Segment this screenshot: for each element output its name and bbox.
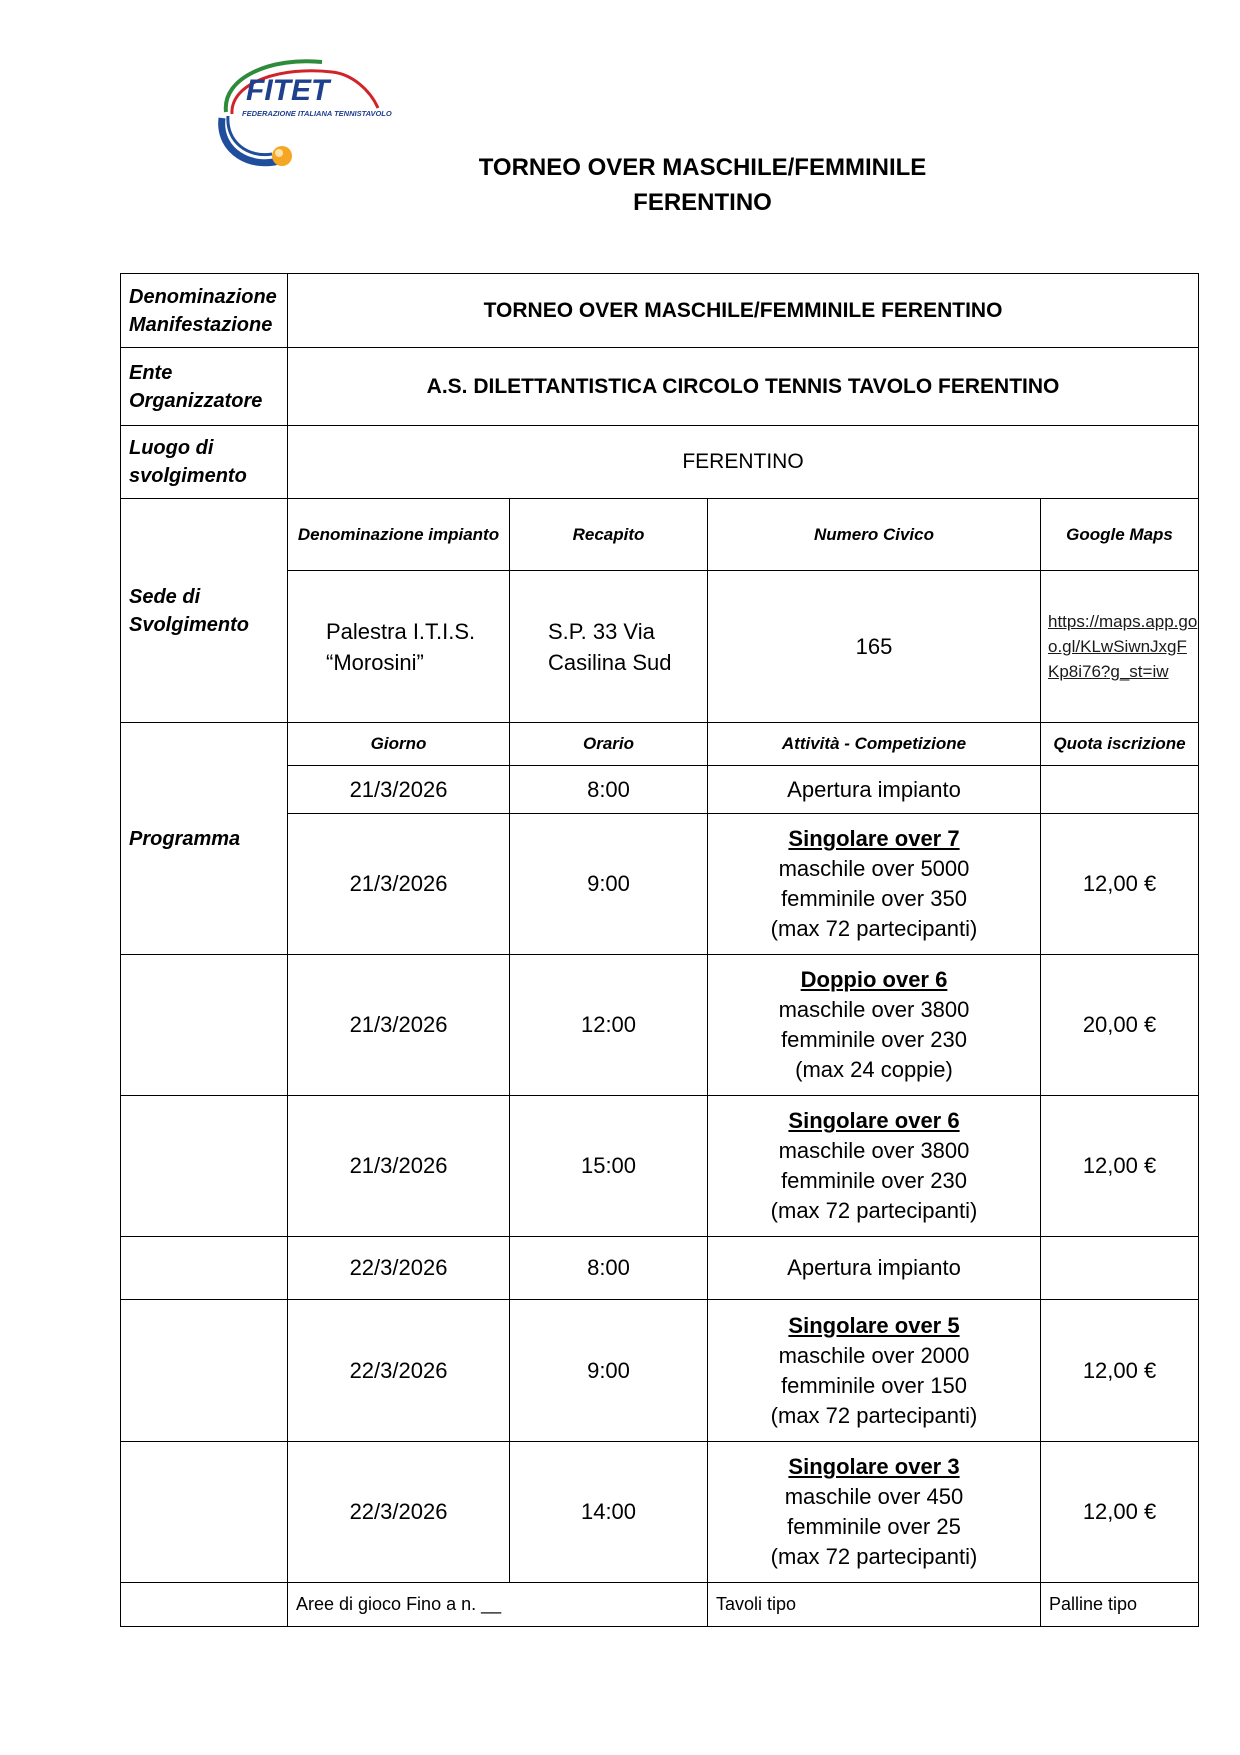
- giorno-cell: 21/3/2026: [288, 1096, 510, 1237]
- civico-value: 165: [708, 571, 1041, 723]
- google-maps-link[interactable]: [1041, 571, 1199, 723]
- logo-name: FITET: [246, 74, 330, 107]
- logo-subtitle: FEDERAZIONE ITALIANA TENNISTAVOLO: [242, 109, 392, 118]
- attivita-cell: Apertura impianto: [708, 1237, 1041, 1300]
- tournament-table: [120, 273, 1199, 1627]
- quota-cell: [1041, 766, 1199, 814]
- table-row: [121, 1237, 1199, 1300]
- giorno-cell: 21/3/2026: [288, 814, 510, 955]
- header-recapito: Recapito: [510, 499, 708, 571]
- header-attivita: Attività - Competizione: [708, 723, 1041, 766]
- competition-line: (max 24 coppie): [795, 1057, 953, 1082]
- competition-line: (max 72 partecipanti): [770, 1198, 978, 1223]
- quota-cell: 12,00 €: [1041, 814, 1199, 955]
- tavoli-tipo-field: Tavoli tipo: [708, 1583, 1041, 1627]
- attivita-cell: [708, 1300, 1041, 1442]
- title-line-1: TORNEO OVER MASCHILE/FEMMINILE: [478, 154, 927, 181]
- row-sede-headers: [121, 499, 1199, 571]
- row-denominazione: [121, 274, 1199, 348]
- blank-label-cell: [121, 1096, 288, 1237]
- competition-line: (max 72 partecipanti): [770, 1544, 978, 1569]
- orario-cell: 15:00: [510, 1096, 708, 1237]
- document-title: [0, 150, 1240, 220]
- attivita-cell: [708, 1096, 1041, 1237]
- header-google-maps: Google Maps: [1041, 499, 1199, 571]
- denominazione-value: TORNEO OVER MASCHILE/FEMMINILE FERENTINO: [288, 274, 1199, 348]
- orario-cell: 8:00: [510, 1237, 708, 1300]
- luogo-label: Luogo di svolgimento: [121, 426, 288, 499]
- blank-label-cell: [121, 955, 288, 1096]
- row-programma-headers: [121, 723, 1199, 766]
- blank-label-cell: [121, 1300, 288, 1442]
- competition-name: Singolare over 7: [788, 826, 960, 851]
- impianto-value: Palestra I.T.I.S. “Morosini”: [288, 571, 510, 723]
- header-numero-civico: Numero Civico: [708, 499, 1041, 571]
- quota-cell: 12,00 €: [1041, 1300, 1199, 1442]
- quota-cell: 12,00 €: [1041, 1096, 1199, 1237]
- orario-cell: 12:00: [510, 955, 708, 1096]
- blank-label-cell: [121, 1583, 288, 1627]
- attivita-cell: [708, 814, 1041, 955]
- blank-label-cell: [121, 1237, 288, 1300]
- table-row: [121, 1442, 1199, 1583]
- competition-line: maschile over 5000: [778, 856, 970, 881]
- competition-line: femminile over 150: [781, 1372, 967, 1398]
- table-row: [121, 1096, 1199, 1237]
- header-giorno: Giorno: [288, 723, 510, 766]
- competition-line: (max 72 partecipanti): [770, 916, 978, 941]
- competition-line: maschile over 3800: [778, 1138, 970, 1163]
- giorno-cell: 21/3/2026: [288, 766, 510, 814]
- blank-label-cell: [121, 1442, 288, 1583]
- giorno-cell: 22/3/2026: [288, 1442, 510, 1583]
- palline-tipo-field: Palline tipo: [1041, 1583, 1199, 1627]
- quota-cell: 12,00 €: [1041, 1442, 1199, 1583]
- row-footer: [121, 1583, 1199, 1627]
- header-impianto: Denominazione impianto: [288, 499, 510, 571]
- attivita-cell: [708, 955, 1041, 1096]
- giorno-cell: 22/3/2026: [288, 1237, 510, 1300]
- attivita-cell: Apertura impianto: [708, 766, 1041, 814]
- orario-cell: 14:00: [510, 1442, 708, 1583]
- competition-name: Singolare over 6: [788, 1108, 960, 1133]
- competition-line: maschile over 450: [784, 1484, 964, 1509]
- google-maps-link-text[interactable]: https://maps.app.goo.gl/KLwSiwnJxgFKp8i76?g_st=iw: [1048, 612, 1198, 681]
- competition-line: maschile over 2000: [778, 1342, 970, 1368]
- header-orario: Orario: [510, 723, 708, 766]
- competition-line: (max 72 partecipanti): [770, 1402, 978, 1428]
- giorno-cell: 22/3/2026: [288, 1300, 510, 1442]
- competition-line: femminile over 230: [781, 1027, 967, 1052]
- quota-cell: [1041, 1237, 1199, 1300]
- competition-line: femminile over 230: [781, 1168, 967, 1193]
- attivita-cell: [708, 1442, 1041, 1583]
- table-row: [121, 955, 1199, 1096]
- aree-di-gioco-field: Aree di gioco Fino a n. __: [288, 1583, 708, 1627]
- sede-label: Sede di Svolgimento: [121, 499, 288, 723]
- row-luogo: [121, 426, 1199, 499]
- competition-line: maschile over 3800: [778, 997, 970, 1022]
- recapito-value: S.P. 33 Via Casilina Sud: [510, 571, 708, 723]
- header-quota: Quota iscrizione: [1041, 723, 1199, 766]
- competition-name: Singolare over 3: [788, 1454, 960, 1479]
- competition-name: Doppio over 6: [800, 967, 948, 992]
- orario-cell: 9:00: [510, 814, 708, 955]
- orario-cell: 9:00: [510, 1300, 708, 1442]
- luogo-value: FERENTINO: [288, 426, 1199, 499]
- table-row: [121, 1300, 1199, 1442]
- row-ente: [121, 348, 1199, 426]
- giorno-cell: 21/3/2026: [288, 955, 510, 1096]
- title-line-2: FERENTINO: [633, 189, 772, 216]
- quota-cell: 20,00 €: [1041, 955, 1199, 1096]
- competition-name: Singolare over 5: [788, 1312, 960, 1338]
- ente-value: A.S. DILETTANTISTICA CIRCOLO TENNIS TAVOLO FERENTINO: [288, 348, 1199, 426]
- ente-label: Ente Organizzatore: [121, 348, 288, 426]
- programma-label: Programma: [121, 723, 288, 955]
- orario-cell: 8:00: [510, 766, 708, 814]
- competition-line: femminile over 25: [787, 1514, 961, 1539]
- competition-line: femminile over 350: [781, 886, 967, 911]
- denominazione-label: Denominazione Manifestazione: [121, 274, 288, 348]
